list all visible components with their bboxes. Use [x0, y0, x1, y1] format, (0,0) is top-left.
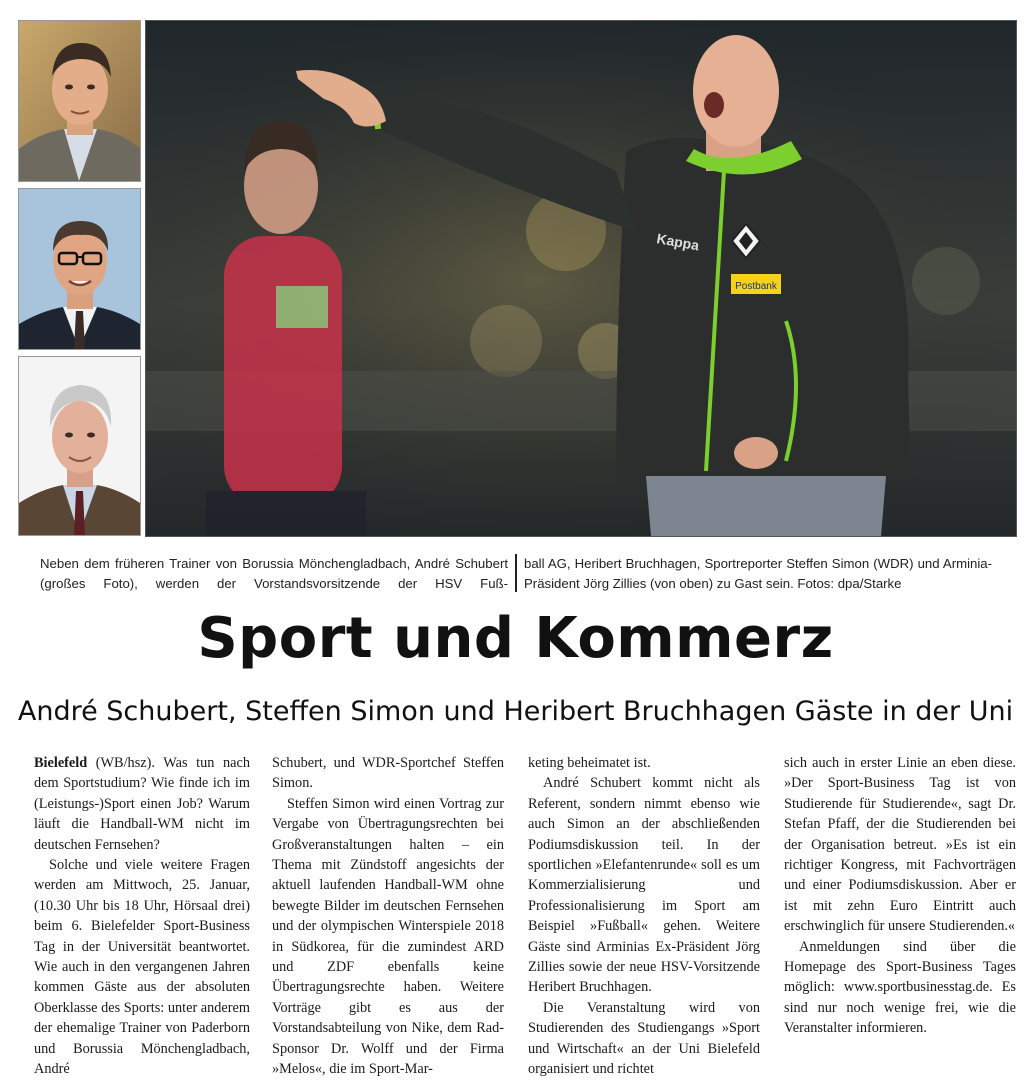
andre-schubert-photo [146, 21, 1016, 536]
article-paragraph: André Schubert kommt nicht als Referent, sondern nimmt ebenso wie auch Simon an der abschließenden Podiumsdiskussion teil. In der sportlichen »Elefantenrunde« soll es um Kommerzialisierung und Professionalisierung im Sport am Beispiel »Fußball« gehen. Weitere Gäste sind Arminias Ex-Präsident Jörg Zillies sowie der neue HSV-Vorsitzende Heribert Bruchhagen. [528, 775, 760, 996]
portrait-bruchhagen-image [19, 21, 140, 181]
article-column-4 [784, 753, 1016, 1039]
article-paragraph: Solche und viele weitere Fragen werden am Mittwoch, 25. Januar, (10.30 Uhr bis 18 Uhr, Hörsaal drei) beim 6. Bielefelder Sport-Business Tag in der Universität beantwortet. Wie auch in den vergangenen Jahren kommen Gäste aus der absoluten Oberklasse des Sports: unter anderem der ehemalige Trainer von Paderborn und Borussia Mönchengladbach, André [34, 857, 250, 1078]
caption-left: Neben dem früheren Trainer von Borussia Mönchengladbach, André Schubert (großes Foto), werden der Vorstandsvorsitzende der HSV Fuß- [40, 556, 508, 591]
article-paragraph: Steffen Simon wird einen Vortrag zur Vergabe von Übertragungsrechten bei Großveranstaltungen halten – ein Thema mit Zündstoff angesichts der aktuell laufenden Handball-WM ohne bewegte Bilder im deutschen Fernsehen und der olympischen Winterspiele 2018 in Südkorea, für die zumindest ARD und ZDF ebenfalls keine Übertragungsrechte haben. Weitere Vorträge gibt es aus der Vorstandsabteilung von Nike, dem Rad-Sponsor Dr. Wolff und der Firma »Melos«, die im Sport-Mar- [272, 795, 504, 1078]
portrait-photo-3 [18, 356, 141, 536]
portrait-photo-2 [18, 188, 141, 350]
lead-text: (WB/hsz). Was tun nach dem Sportstudium? Wie finde ich im (Leistungs-)Sport einen Job? Warum läuft die Handball-WM nicht im deutschen Fernsehen? [34, 755, 250, 853]
postbank-logo-text: Postbank [735, 281, 777, 292]
dateline: Bielefeld [34, 755, 88, 771]
article-paragraph: Anmeldungen sind über die Homepage des Sport-Business Tages möglich: www.sportbusinesstag.de. Es sind nur noch wenige frei, wie die Veranstalter informieren. [784, 938, 1016, 1037]
caption-right: ball AG, Heribert Bruchhagen, Sportreporter Steffen Simon (WDR) und Arminia-Präsident Jörg Zillies (von oben) zu Gast sein. Fotos: dpa/Starke [524, 556, 992, 591]
article-paragraph [34, 753, 250, 855]
portrait-zillies-image [19, 357, 140, 535]
portrait-simon-image [19, 189, 140, 349]
article-column-3 [528, 753, 760, 1080]
main-photo [145, 20, 1017, 537]
headline: Sport und Kommerz [197, 606, 834, 671]
subheadline: André Schubert, Steffen Simon und Heribert Bruchhagen Gäste in der Uni [17, 696, 1014, 727]
article-paragraph: Schubert, und WDR-Sportchef Steffen Simon. [272, 755, 504, 792]
kappa-logo-text: Kappa [655, 230, 701, 254]
article-paragraph: sich auch in erster Linie an eben diese. »Der Sport-Business Tag ist von Studierende für Studierende«, sagt Dr. Stefan Pfaff, der die Studierenden bei der Organisation betreut. »Es ist ein richtiger Kongress, mit Fachvorträgen und einer Podiumsdiskussion. Aber er ist mit zehn Euro Eintritt auch erschwinglich für unsere Studierenden.« [784, 755, 1016, 935]
article-paragraph: keting beheimatet ist. [528, 755, 651, 771]
article-column-2 [272, 753, 504, 1080]
article-column-1 [34, 753, 250, 1080]
caption-divider [515, 554, 517, 592]
portrait-photo-1 [18, 20, 141, 182]
article-paragraph: Die Veranstaltung wird von Studierenden des Studiengangs »Sport und Wirtschaft« an der Uni Bielefeld organisiert und richtet [528, 999, 760, 1078]
portrait-column [18, 20, 139, 535]
photo-caption [40, 554, 992, 594]
